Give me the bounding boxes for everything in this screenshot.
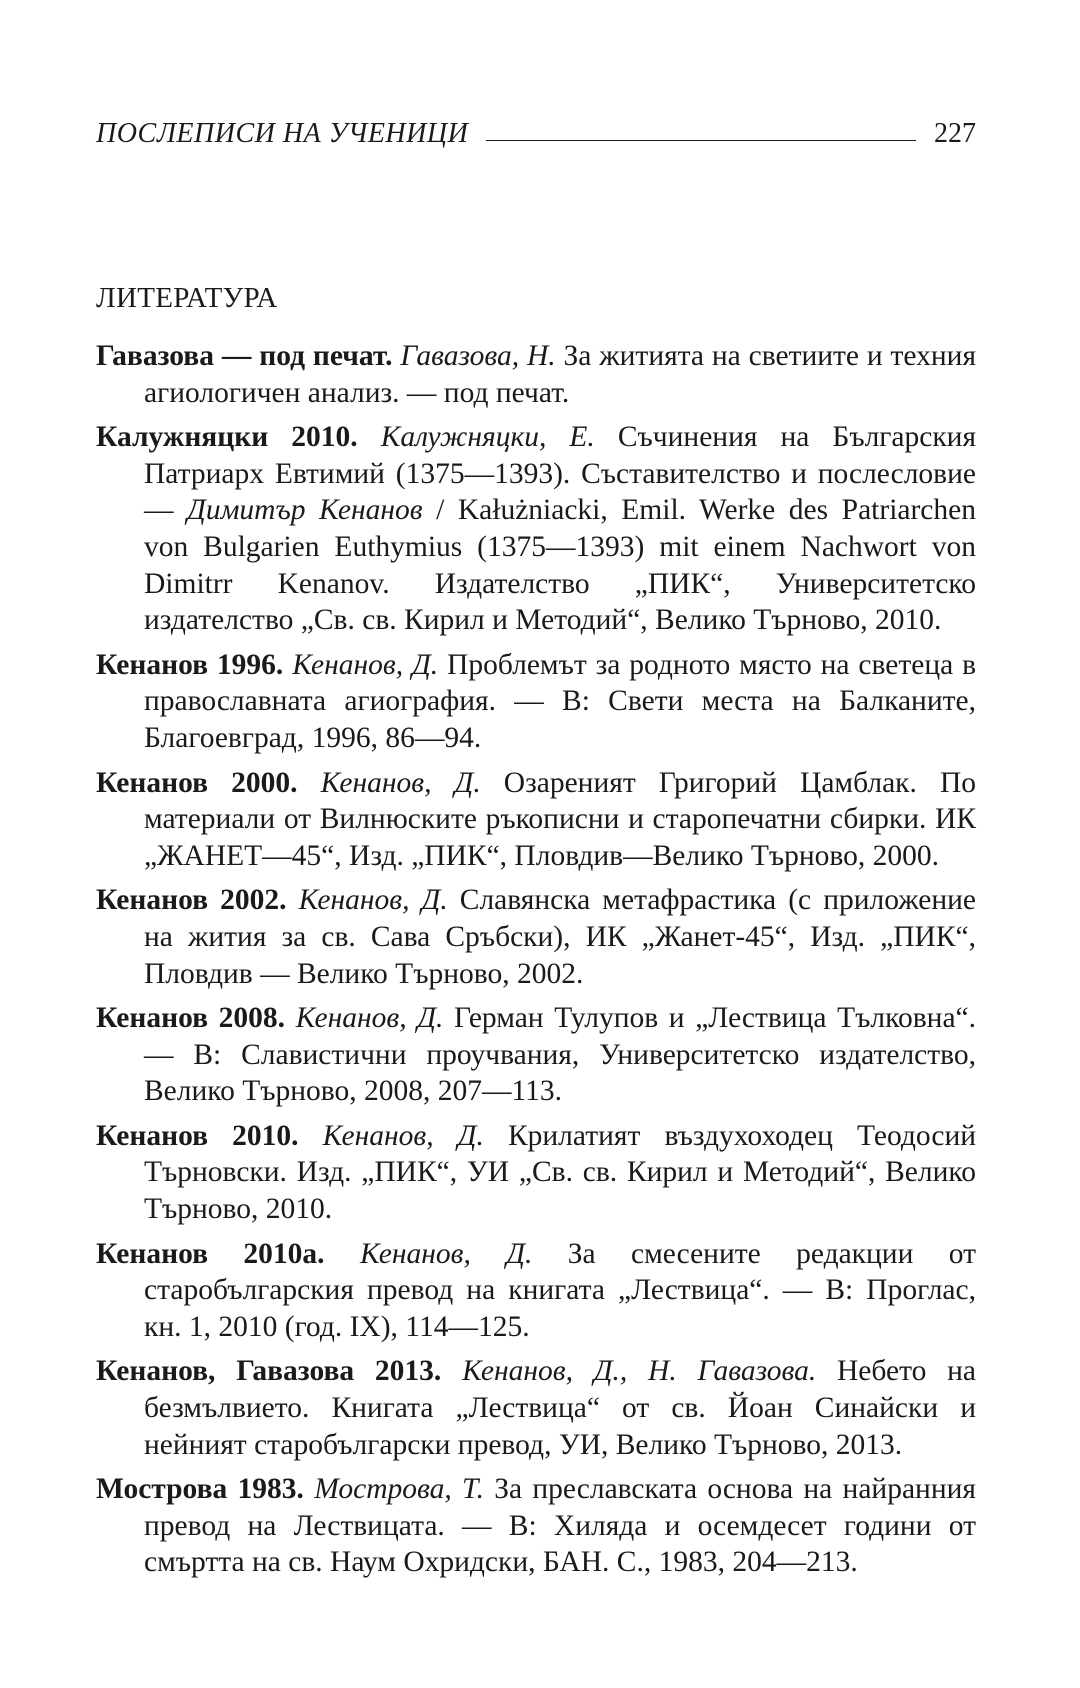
entry-key: Кенанов 2000.	[96, 766, 298, 799]
entry-text-continued: / Kałużniacki, Emil. Werke des Patriarchen von Bulgarien Euthymius (1375—1393) mit einem Nachwort von Dimitrr Kenanov. Издателство „ПИК“, Университетско издателство „Св. св. Кирил и Методий“, Велико Търново, 2010.	[144, 494, 976, 637]
entry-text: Славянска метафрастика (с приложение на жития за св. Сава Сръбски), ИК „Жанет-45“, Изд. „ПИК“, Пловдив — Велико Търново, 2002.	[144, 884, 977, 990]
entry-key: Кенанов 2008.	[96, 1002, 286, 1035]
entry-key: Кенанов, Гавазова 2013.	[96, 1355, 442, 1388]
entry-author: Гавазова, Н.	[400, 340, 556, 372]
entry-author: Кенанов, Д.	[320, 766, 481, 799]
entry-text: Крилатият въздухоходец Теодосий Търновски. Изд. „ПИК“, УИ „Св. св. Кирил и Методий“, Велико Търново, 2010.	[144, 1119, 977, 1226]
entry-author: Калужняцки, Е.	[380, 421, 595, 454]
entry-author: Мострова, Т.	[314, 1473, 484, 1506]
page-number: 227	[934, 118, 976, 149]
bib-entry-mostrova-1983	[96, 1471, 976, 1581]
bib-entry-kenanov-gavazova-2013	[96, 1353, 976, 1463]
entry-key: Калужняцки 2010.	[96, 421, 358, 454]
entry-author: Кенанов, Д.	[295, 1002, 444, 1035]
bib-entry-kenanov-2008	[96, 1000, 976, 1110]
entry-text: Озареният Григорий Цамблак. По материали от Вилнюските ръкописни и старопечатни сбирки. ИК „ЖАНЕТ—45“, Изд. „ПИК“, Пловдив—Велико Търново, 2000.	[144, 766, 977, 872]
bibliography-list	[96, 338, 976, 1589]
section-heading: ЛИТЕРАТУРА	[96, 282, 278, 314]
running-head	[96, 110, 976, 150]
bib-entry-kenanov-2000	[96, 765, 976, 875]
bib-entry-kenanov-1996	[96, 647, 976, 757]
entry-text: Герман Тулупов и „Лествица Тълковна“. — В: Славистични проучвания, Университетско издателство, Велико Търново, 2008, 207—113.	[144, 1002, 977, 1108]
entry-text: За преславската основа на найранния превод на Лествицата. — В: Хиляда и осемдесет години от смъртта на св. Наум Охридски, БАН. С., 1983, 204—213.	[144, 1473, 976, 1579]
entry-text: За смесените редакции от старобългарския превод на книгата „Лествица“. — В: Проглас, кн. 1, 2010 (год. IX), 114—125.	[144, 1237, 977, 1343]
entry-text: Проблемът за родното място на светеца в православната агиография. — В: Свети места на Балканите, Благоевград, 1996, 86—94.	[144, 648, 977, 754]
entry-key: Кенанов 2010.	[96, 1119, 299, 1152]
header-rule	[486, 140, 916, 141]
running-title: ПОСЛЕПИСИ НА УЧЕНИЦИ	[96, 118, 469, 149]
entry-text: За житията на светиите и техния агиологичен анализ. — под печат.	[144, 340, 977, 409]
bib-entry-kenanov-2010a	[96, 1236, 976, 1346]
entry-key: Гавазова — под печат.	[96, 340, 393, 372]
entry-text: Съчинения на Българския Патриарх Евтимий (1375—1393). Съставителство и послесловие —	[144, 421, 977, 527]
entry-author: Кенанов, Д.	[322, 1119, 484, 1152]
entry-key: Кенанов 1996.	[96, 648, 284, 681]
bib-entry-gavazova	[96, 338, 976, 411]
entry-key: Кенанов 2010а.	[96, 1237, 325, 1270]
entry-text: Небето на безмълвието. Книгата „Лествица“ от св. Йоан Синайски и нейният старобългарски превод, УИ, Велико Търново, 2013.	[144, 1355, 976, 1461]
entry-author: Кенанов, Д., Н. Гавазова.	[462, 1355, 817, 1388]
entry-key: Кенанов 2002.	[96, 884, 287, 917]
entry-author: Кенанов, Д.	[298, 884, 448, 917]
bib-entry-kaluzhniacki-2010	[96, 419, 976, 639]
entry-author-secondary: Димитър Кенанов	[187, 494, 423, 527]
entry-author: Кенанов, Д.	[359, 1237, 533, 1270]
bib-entry-kenanov-2002	[96, 882, 976, 992]
entry-key: Мострова 1983.	[96, 1473, 304, 1506]
bib-entry-kenanov-2010	[96, 1118, 976, 1228]
entry-author: Кенанов, Д.	[292, 648, 439, 681]
